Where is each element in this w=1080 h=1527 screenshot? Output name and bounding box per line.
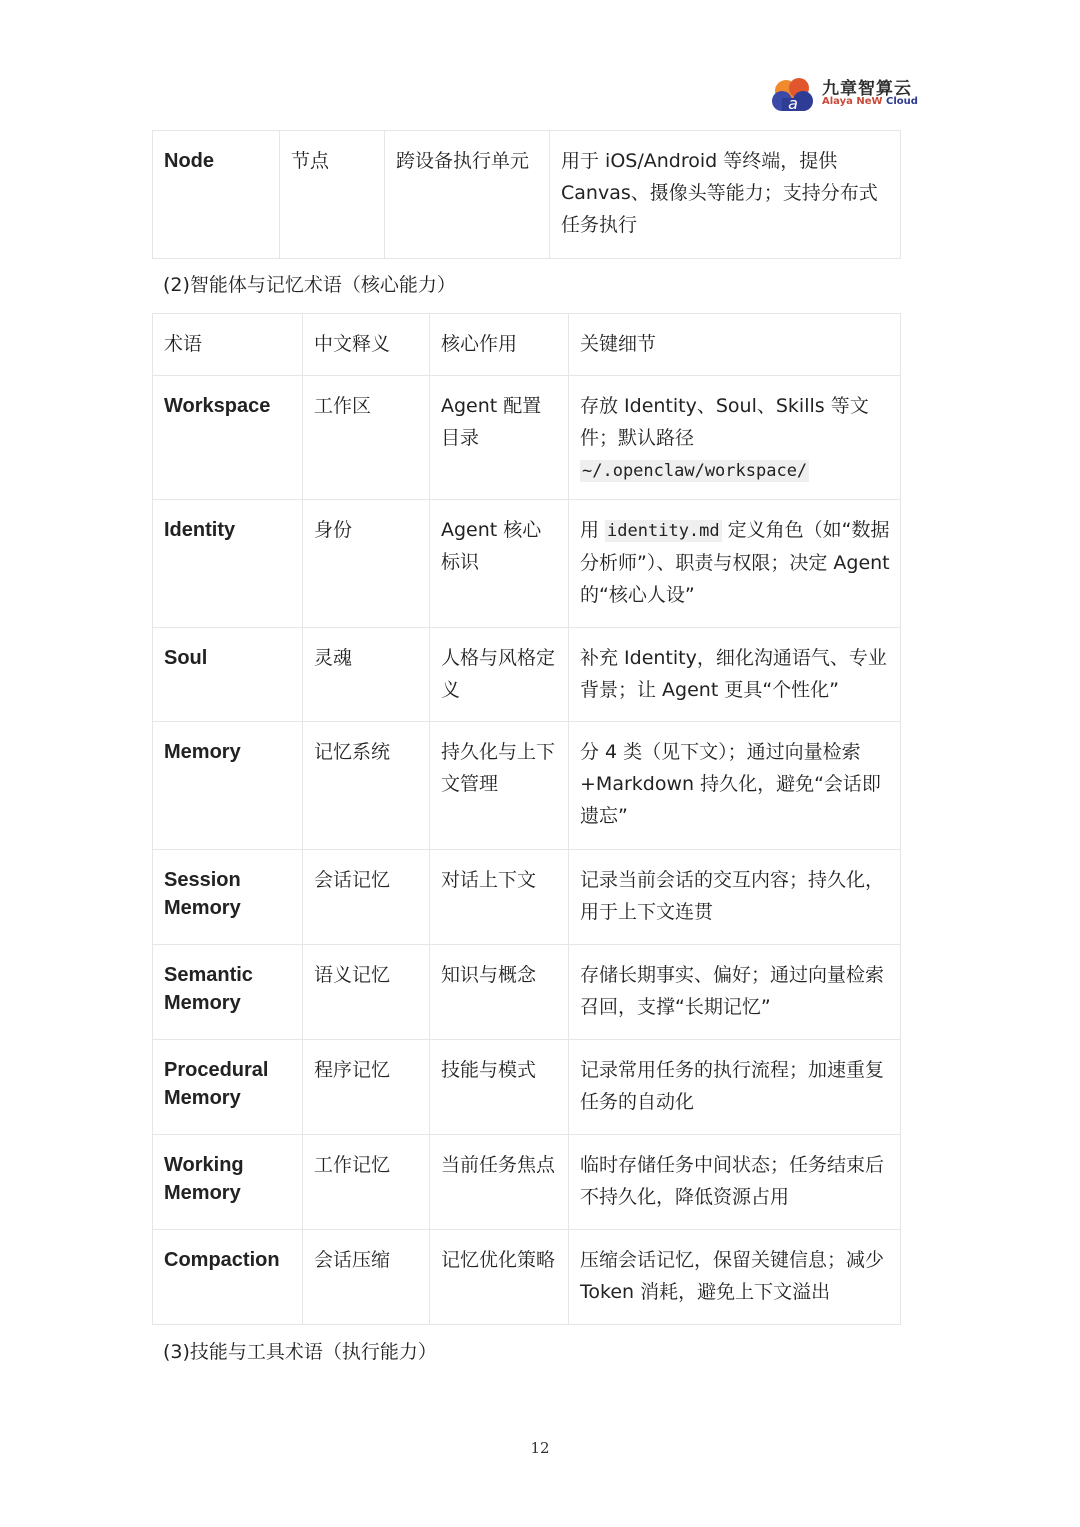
detail-cell: 用于 iOS/Android 等终端，提供 Canvas、摄像头等能力；支持分布式任务执行 [550, 131, 901, 259]
column-header: 术语 [153, 314, 303, 376]
cn-cell: 程序记忆 [303, 1040, 430, 1135]
column-header: 关键细节 [569, 314, 901, 376]
agent-memory-terms-table [152, 313, 901, 1325]
table-row [153, 1040, 901, 1135]
term-cell: Workspace [153, 376, 303, 500]
table-row [153, 722, 901, 850]
table-row [153, 500, 901, 628]
term-cell: Semantic Memory [153, 945, 303, 1040]
detail-cell: 存储长期事实、偏好；通过向量检索召回，支撑“长期记忆” [569, 945, 901, 1040]
term-cell: Identity [153, 500, 303, 628]
role-cell: Agent 配置目录 [430, 376, 569, 500]
detail-cell: 存放 Identity、Soul、Skills 等文件；默认路径 ~/.openclaw/workspace/ [569, 376, 901, 500]
cn-cell: 会话记忆 [303, 850, 430, 945]
role-cell: 技能与模式 [430, 1040, 569, 1135]
term-cell: Session Memory [153, 850, 303, 945]
detail-cell: 记录当前会话的交互内容；持久化，用于上下文连贯 [569, 850, 901, 945]
path-code: ~/.openclaw/workspace/ [582, 461, 808, 481]
cn-cell: 工作区 [303, 376, 430, 500]
column-header: 中文释义 [303, 314, 430, 376]
term-cell: Node [153, 131, 280, 259]
logo-text: 九章智算云 [822, 79, 912, 99]
page-number: 12 [530, 1439, 550, 1457]
term-cell: Procedural Memory [153, 1040, 303, 1135]
detail-cell: 分 4 类（见下文）；通过向量检索+Markdown 持久化，避免“会话即遗忘” [569, 722, 901, 850]
table-row [153, 850, 901, 945]
cn-cell: 记忆系统 [303, 722, 430, 850]
section-heading: (2)智能体与记忆术语（核心能力） [163, 274, 456, 296]
table-header-row [153, 314, 901, 376]
term-cell: Memory [153, 722, 303, 850]
table-row [153, 376, 901, 500]
table-row [153, 1135, 901, 1230]
column-header: 核心作用 [430, 314, 569, 376]
role-cell: 当前任务焦点 [430, 1135, 569, 1230]
role-cell: 跨设备执行单元 [385, 131, 550, 259]
term-cell: Soul [153, 628, 303, 722]
terms-table-continued [152, 130, 901, 259]
cloud-logo-icon [770, 74, 816, 114]
table-row [153, 628, 901, 722]
logo-subtitle: Alaya NeW Cloud [822, 96, 918, 107]
detail-cell: 记录常用任务的执行流程；加速重复任务的自动化 [569, 1040, 901, 1135]
detail-cell: 用 identity.md 定义角色（如“数据分析师”）、职责与权限；决定 Agent 的“核心人设” [569, 500, 901, 628]
cn-cell: 语义记忆 [303, 945, 430, 1040]
cn-cell: 工作记忆 [303, 1135, 430, 1230]
term-cell: Working Memory [153, 1135, 303, 1230]
role-cell: 人格与风格定义 [430, 628, 569, 722]
table-row [153, 1230, 901, 1325]
detail-cell: 临时存储任务中间状态；任务结束后不持久化，降低资源占用 [569, 1135, 901, 1230]
role-cell: 记忆优化策略 [430, 1230, 569, 1325]
cn-cell: 身份 [303, 500, 430, 628]
cn-cell: 会话压缩 [303, 1230, 430, 1325]
term-cell: Compaction [153, 1230, 303, 1325]
role-cell: Agent 核心标识 [430, 500, 569, 628]
detail-cell: 补充 Identity，细化沟通语气、专业背景；让 Agent 更具“个性化” [569, 628, 901, 722]
detail-cell: 压缩会话记忆，保留关键信息；减少 Token 消耗，避免上下文溢出 [569, 1230, 901, 1325]
svg-text:a: a [788, 94, 798, 113]
cn-cell: 节点 [280, 131, 385, 259]
cn-cell: 灵魂 [303, 628, 430, 722]
role-cell: 对话上下文 [430, 850, 569, 945]
section-heading: (3)技能与工具术语（执行能力） [163, 1341, 437, 1363]
role-cell: 持久化与上下文管理 [430, 722, 569, 850]
table-row [153, 945, 901, 1040]
brand-logo [770, 72, 920, 116]
table-row [153, 131, 901, 259]
file-code: identity.md [607, 521, 720, 541]
role-cell: 知识与概念 [430, 945, 569, 1040]
